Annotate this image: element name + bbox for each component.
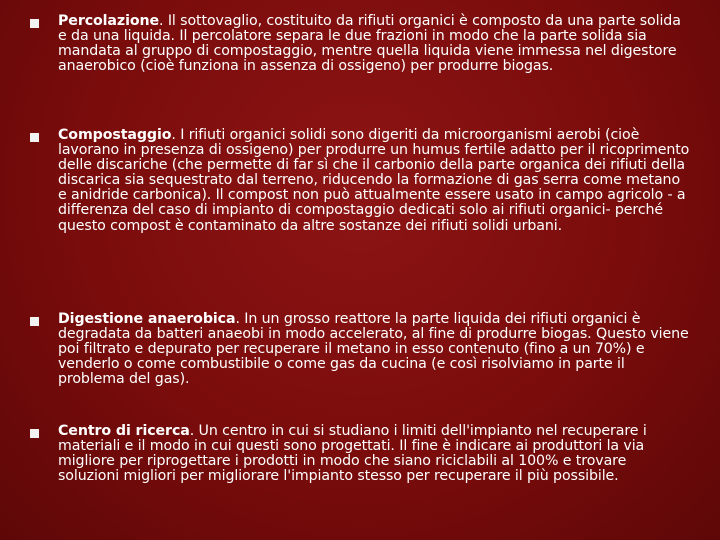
bullet-term: Percolazione (58, 13, 160, 29)
bullet-body: . Il sottovaglio, costituito da rifiuti organici è composto da una parte solida e da una liquida. Il percolatore separa le due frazioni in modo che la parte solida sia mandata al gruppo di compostaggio, mentre quella liquida viene immessa nel digestore anaerobico (cioè funziona in assenza di ossigeno) per produrre biogas. (58, 13, 681, 75)
bullet-body: . Un centro in cui si studiano i limiti dell'impianto nel recuperare i materiali e il modo in cui questi sono progettati. Il fine è indicare ai produttori la via migliore per riprogettare i prodotti in modo che siano riciclabili al 100% e trovare soluzioni migliori per migliorare l'impianto stesso per recuperare il più possibile. (58, 423, 647, 485)
bullet-term: Digestione anaerobica (58, 311, 236, 327)
bullet-term: Compostaggio (58, 127, 172, 143)
bullet-body: . I rifiuti organici solidi sono digeriti da microorganismi aerobi (cioè lavorano in presenza di ossigeno) per produrre un humus fertile adatto per il ricoprimento delle discariche (che permette di far sì che il carbonio della parte organica dei rifiuti della discarica sia sequestrato dal terreno, riducendo la formazione di gas serra come metano e anidride carbonica). Il compost non può attualmente essere usato in campo agricolo - a differenza del caso di impianto di compostaggio dedicati solo ai rifiuti organici- perché questo compost è contaminato da altre sostanze dei rifiuti solidi urbani. (58, 127, 690, 234)
square-bullet-icon (30, 19, 39, 28)
square-bullet-icon (30, 317, 39, 326)
bullet-paragraph (58, 14, 690, 74)
bullet-term: Centro di ricerca (58, 423, 190, 439)
bullet-body: . In un grosso reattore la parte liquida dei rifiuti organici è degradata da batteri anaeobi in modo accelerato, al fine di produrre biogas. Questo viene poi filtrato e depurato per recuperare il metano in esso contenuto (fino a un 70%) e venderlo o come combustibile o come gas da cucina (e così risolviamo in parte il problema del gas). (58, 311, 689, 388)
square-bullet-icon (30, 133, 39, 142)
bullet-paragraph (58, 312, 690, 387)
bullet-paragraph (58, 128, 690, 234)
bullet-paragraph (58, 424, 690, 484)
square-bullet-icon (30, 429, 39, 438)
